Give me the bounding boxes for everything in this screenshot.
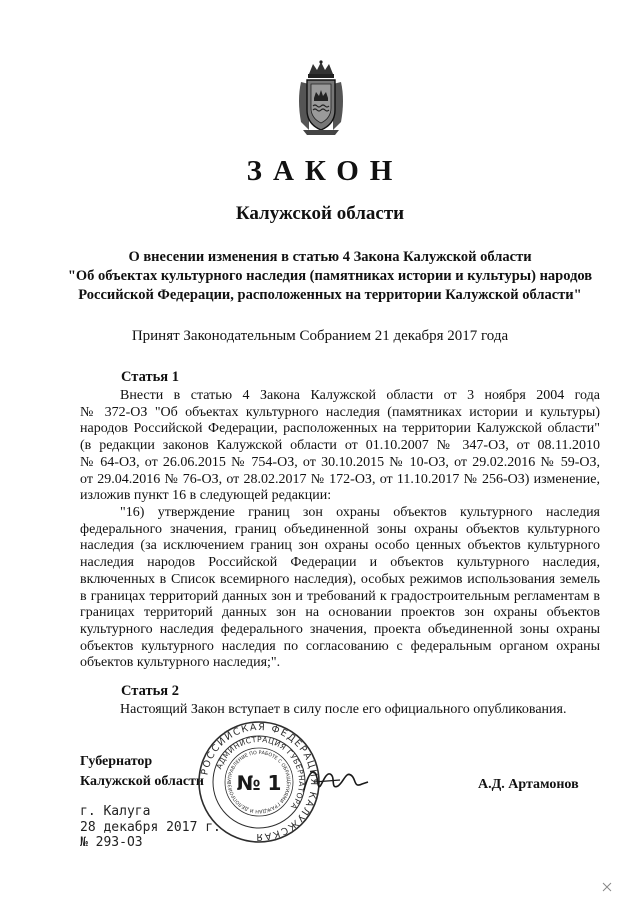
signatory-title-line: Губернатор [80,754,153,769]
text-line: изложив пункт 16 в следующей редакции: [80,488,332,504]
text-line: наследия (за исключением границ зон охраны особо ценных объектов культурного [80,538,600,554]
signatory-title-line: Калужской области [80,774,204,789]
text-line: народов Российской Федерации, расположенных на территории Калужской области" [80,421,600,437]
text-line: "16) утверждение границ зон охраны объектов культурного наследия [120,505,600,520]
text-line: № 64-ОЗ, от 26.06.2015 № 754-ОЗ, от 30.10.2015 № 10-ОЗ, от 29.02.2016 № 59-ОЗ, [80,454,600,470]
article-2-heading: Статья 2 [121,683,179,699]
document-footer [80,804,221,851]
corner-mark-icon [600,880,614,894]
text-line: № 372-ОЗ "Об объектах культурного наследия (памятниках истории и культуры) [80,404,600,420]
seal-inner-text: УПРАВЛЕНИЕ ПО РАБОТЕ С ОБРАЩЕНИЯМИ ГРАЖДАН И ДЕЛОПРОИЗВ [227,750,291,814]
seal-ring-text: АДМИНИСТРАЦИЯ ГУБЕРНАТОРА [214,734,307,812]
text-line: наследия народов Российской Федерации и объектов культурного наследия, [80,555,600,571]
text-line: Внести в статью 4 Закона Калужской области от 3 ноября 2004 года [120,388,600,403]
text-line: от 29.04.2016 № 76-ОЗ, от 28.02.2017 № 172-ОЗ, от 11.10.2017 № 256-ОЗ) изменение, [80,471,600,487]
text-line: федерального значения, границ объединенной зоны охраны объектов культурного [80,521,600,537]
seal-outer-text: РОССИЙСКАЯ ФЕДЕРАЦИЯ КАЛУЖСКАЯ [199,721,320,843]
subject-line: "Об объектах культурного наследия (памятниках истории и культуры) народов [67,268,593,284]
law-title: ЗАКОН [246,155,404,187]
seal-number: № 1 [236,771,282,795]
signatory-title [80,752,204,792]
footer-city: г. Калуга [80,804,151,819]
footer-number: № 293-ОЗ [80,835,143,850]
adoption-line: Принят Законодательным Собранием 21 декабря 2017 года [131,328,509,344]
text-line: (в редакции законов Калужской области от 01.10.2007 № 347-ОЗ, от 08.11.2010 [80,438,600,454]
article-1-quote [80,505,600,672]
text-line: культурного наследия федерального значения, проекта объединенной зоны охраны [80,621,600,637]
text-line: объектов культурного наследия по согласованию с федеральным органом охраны [80,638,600,654]
article-2-text [120,702,600,719]
article-1-intro [80,388,600,505]
text-line: включенных в Список всемирного наследия), особых режимов использования земель [80,571,600,587]
subject-line: Российской Федерации, расположенных на территории Калужской области" [78,287,582,303]
article-1-heading: Статья 1 [121,369,179,385]
text-line: объектов культурного наследия;". [80,655,281,671]
handwritten-signature [300,760,370,800]
coat-of-arms-icon [295,60,347,136]
signatory-name: А.Д. Артамонов [478,777,579,792]
text-line: в границах территорий данных зон и требований к градостроительным регламентам в [80,588,600,604]
text-line: границах территорий данных зон на основании проектов зон охраны объектов [80,605,600,621]
subject-line: О внесении изменения в статью 4 Закона Калужской области [128,249,532,265]
region-name: Калужской области [235,203,405,224]
law-subject [40,248,620,305]
footer-date: 28 декабря 2017 г. [80,819,221,835]
text-line: Настоящий Закон вступает в силу после его официального опубликования. [120,702,567,717]
